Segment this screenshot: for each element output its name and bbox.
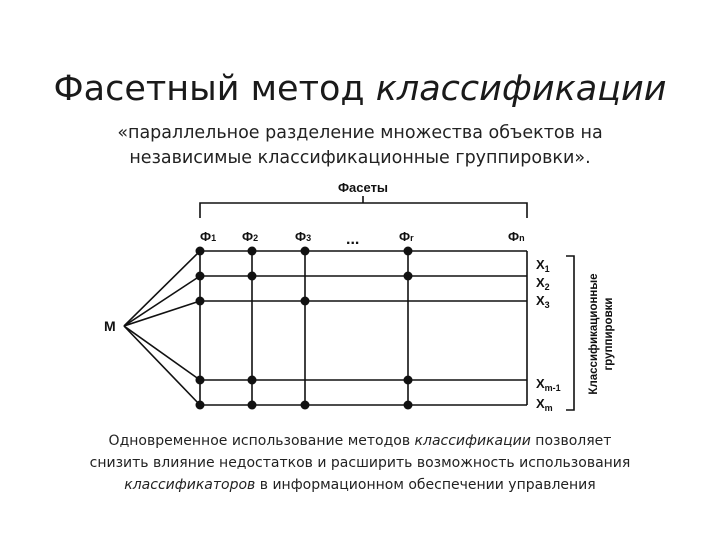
dot (404, 376, 413, 385)
set-fan-lines (124, 251, 200, 405)
row-label-3: $X_3$ (536, 293, 550, 310)
summary-line-2: снизить влияние недостатков и расширить возможность использования (89, 455, 631, 471)
title-plain: Фасетный метод (53, 69, 376, 110)
facet-ellipsis: ... (346, 231, 360, 248)
row-label-m-1: $X_{m-1}$ (536, 376, 561, 393)
groupings-brace (566, 256, 574, 410)
summary-line-1: Одновременное использование методов классификации позволяет (108, 433, 612, 449)
dot (196, 401, 205, 410)
dot (248, 272, 257, 281)
dot (301, 297, 310, 306)
dot (196, 297, 205, 306)
definition-quote: «параллельное разделение множества объектов на независимые классификационные группировки». (117, 123, 603, 168)
dot (404, 272, 413, 281)
row-label-2: $X_2$ (536, 275, 550, 292)
facet-label-r: Фr (399, 229, 414, 244)
dot (248, 247, 257, 256)
dot (404, 247, 413, 256)
facet-label-2: Ф2 (242, 229, 259, 244)
groupings-label-line1: Классификационные (588, 273, 600, 395)
row-label-m: $X_m$ (536, 396, 553, 413)
groupings-label-line2: группировки (603, 297, 615, 371)
dot (404, 401, 413, 410)
dot (196, 376, 205, 385)
dot (248, 376, 257, 385)
dot (301, 401, 310, 410)
summary-line-3: классификаторов в информационном обеспечении управления (124, 477, 596, 493)
title-italic: классификации (375, 69, 667, 110)
dot (196, 247, 205, 256)
set-label: M (104, 318, 116, 334)
facets-label: Фасеты (337, 180, 389, 195)
dot (248, 401, 257, 410)
dot (196, 272, 205, 281)
summary-text (20, 430, 700, 496)
facets-brace (200, 203, 527, 218)
dot (301, 247, 310, 256)
row-label-1: $X_1$ (536, 257, 550, 274)
facet-label-1: Ф1 (200, 229, 217, 244)
intersection-dots (196, 247, 413, 410)
facet-label-n: Фn (508, 229, 525, 244)
facet-label-3: Ф3 (295, 229, 312, 244)
